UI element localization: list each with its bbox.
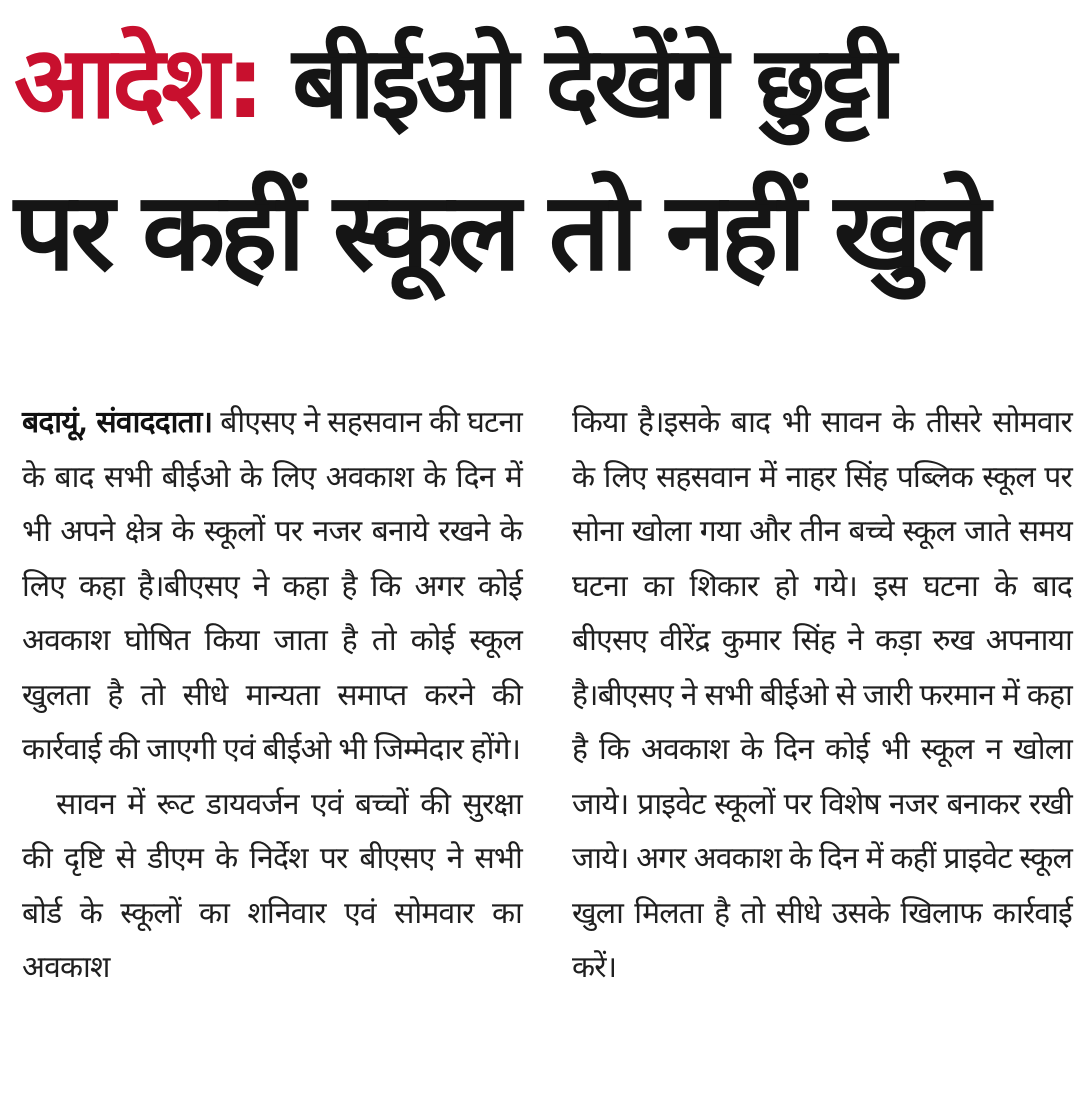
headline-line-1-text: बीईओ देखेंगे छुट्टी	[261, 24, 893, 141]
headline	[14, 8, 1066, 328]
article-paragraph: किया है।इसके बाद भी सावन के तीसरे सोमवार के लिए सहसवान में नाहर सिंह पब्लिक स्कूल पर सोना खोला गया और तीन बच्चे स्कूल जाते समय घटना का शिकार हो गये। इस घटना के बाद बीएसए वीरेंद्र कुमार सिंह ने कड़ा रुख अपनाया है।बीएसए ने सभी बीईओ से जारी फरमान में कहा है कि अवकाश के दिन कोई भी स्कूल न खोला जाये। प्राइवेट स्कूलों पर विशेष नजर बनाकर रखी जाये। अगर अवकाश के दिन में कहीं प्राइवेट स्कूल खुला मिलता है तो सीधे उसके खिलाफ कार्रवाई करें।	[572, 405, 1072, 985]
article-paragraph: सावन में रूट डायवर्जन एवं बच्चों की सुरक्षा की दृष्टि से डीएम के निर्देश पर बीएसए ने सभी बोर्ड के स्कूलों का शनिवार एवं सोमवार का अवकाश	[22, 786, 522, 985]
article-body	[22, 396, 1072, 1096]
paragraph-text: बीएसए ने सहसवान की घटना के बाद सभी बीईओ के लिए अवकाश के दिन में भी अपने क्षेत्र के स्कूलों पर नजर बनाये रखने के लिए कहा है।बीएसए ने कहा है कि अगर कोई अवकाश घोषित किया जाता है तो कोई स्कूल खुलता है तो सीधे मान्यता समाप्त करने की कार्रवाई की जाएगी एवं बीईओ भी जिम्मेदार होंगे।	[22, 405, 522, 767]
article-column-right	[572, 396, 1072, 1096]
article-paragraph	[22, 396, 522, 778]
headline-line-2: पर कहीं स्कूल तो नहीं खुले	[14, 170, 986, 295]
article-column-left	[22, 396, 522, 1096]
headline-kicker: आदेश:	[14, 24, 262, 141]
headline-line-1	[14, 8, 1066, 158]
dateline: बदायूं, संवाददाता।	[22, 405, 213, 440]
